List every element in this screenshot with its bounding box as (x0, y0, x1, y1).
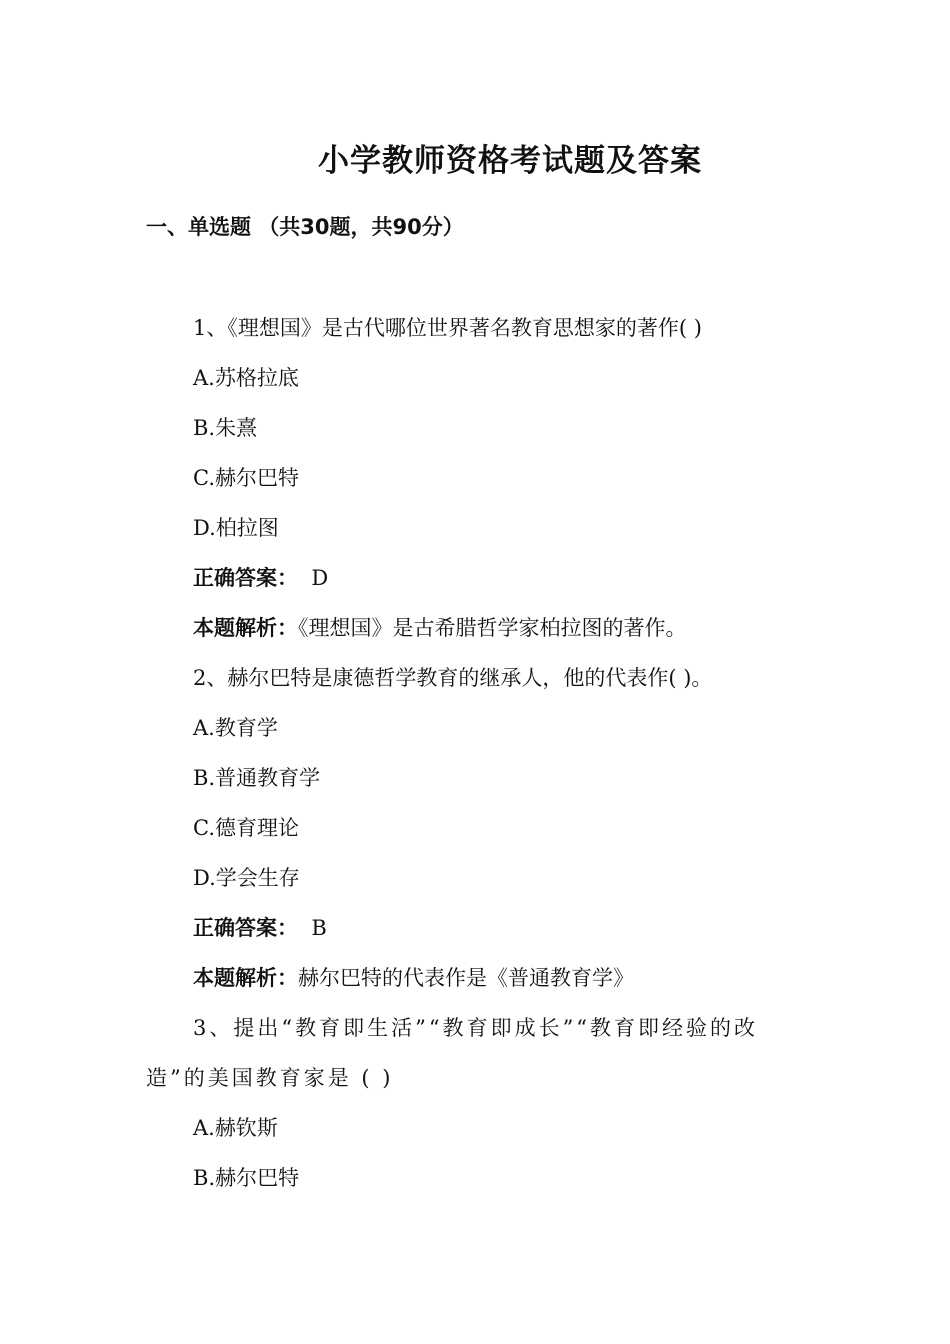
question-2-option-d: D.学会生存 (193, 866, 300, 890)
question-3-stem: 3、提出“教育即生活”“教育即成长”“教育即经验的改造”的美国教育家是 ( ) (146, 1016, 759, 1090)
question-1-stem: 1、《理想国》是古代哪位世界著名教育思想家的著作( ) (193, 316, 702, 340)
question-3-option-a: A.赫钦斯 (193, 1116, 278, 1140)
question-1-option-c: C.赫尔巴特 (193, 466, 299, 490)
question-2-answer-row (146, 903, 808, 953)
question-1-analysis: 《理想国》是古希腊哲学家柏拉图的著作。 (298, 616, 687, 640)
question-1-option-b: B.朱熹 (193, 416, 258, 440)
analysis-label: 本题解析： (193, 966, 298, 990)
document-title: 小学教师资格考试题及答案 (318, 143, 702, 179)
answer-label: 正确答案： (193, 916, 298, 940)
section-heading: 一、单选题 （共30题，共90分） (146, 215, 464, 239)
question-2-stem: 2、赫尔巴特是康德哲学教育的继承人，他的代表作( )。 (193, 666, 713, 690)
question-2-analysis-row (146, 953, 808, 1003)
question-1-answer-row (146, 553, 808, 603)
answer-label: 正确答案： (193, 566, 298, 590)
analysis-label: 本题解析： (193, 616, 298, 640)
question-1-analysis-row (146, 603, 808, 653)
question-2-option-b: B.普通教育学 (193, 766, 321, 790)
question-1-option-a: A.苏格拉底 (193, 366, 299, 390)
question-2-option-c: C.德育理论 (193, 816, 299, 840)
question-1-answer: D (311, 566, 329, 590)
question-2-answer: B (311, 916, 327, 940)
question-2-analysis: 赫尔巴特的代表作是《普通教育学》 (298, 966, 634, 990)
question-3-option-b: B.赫尔巴特 (193, 1166, 300, 1190)
question-1-option-d: D.柏拉图 (193, 516, 279, 540)
question-list (146, 303, 808, 1203)
question-2-option-a: A.教育学 (193, 716, 278, 740)
